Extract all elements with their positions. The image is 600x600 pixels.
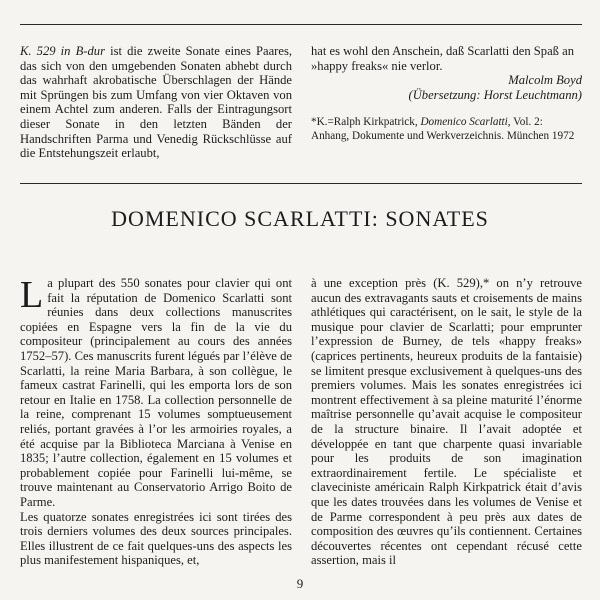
german-left-column [20,44,292,161]
french-right-column [311,276,582,568]
french-right-text: à une exception près (K. 529),* on n’y retrouve aucun des extravagants sauts et croisements de mains athlétiques qui caractérisent, on le sait, le style de la musique pour clavier de Scarlatti; pour emprunter l’expression de Burney, de tels «happy freaks» (caprices pertinents, heureux produits de la fantaisie) se limitent presque exclusivement à quelques-uns des premiers volumes. Mais les sonates enregistrées ici montrent effectivement à sa pleine maturité l’énorme maîtrise personnelle qu’avait acquise le compositeur de la structure binaire. Il l’avait adoptée et développée en tant que charpente quasi invariable pour les produits de son imagination extraordinairement fertile. Le spécialiste et claveciniste américain Ralph Kirkpatrick était d’avis que les dates trouvées dans les volumes de Venise et de Parme correspondent à peu près aux dates de composition des œuvres qu’ils contiennent. Certaines découvertes récentes ont cependant récusé cette assertion, mais il [311,276,582,568]
top-rule [20,24,582,25]
translator-credit: (Übersetzung: Horst Leuchtmann) [408,87,582,102]
german-paragraph [20,44,292,161]
german-left-text: ist die zweite Sonate eines Paares, das sich von den umgebenden Sonaten abhebt durch das wahrhaft akrobatische Überschlagen der Hände mit Sprüngen bis zum Umfang von vier Oktaven von einem Achtel zum anderen. Falls der Eintragungsort dieser Sonate in den letzten Bänden der Handschriften Parma und Venedig Rückschlüsse auf die Entstehungszeit erlaubt, [20,44,292,161]
author-name: Malcolm Boyd [508,73,582,88]
german-right-text: hat es wohl den Anschein, daß Scarlatti den Spaß an »happy freaks« nie verlor. [311,44,575,73]
work-title: K. 529 in B-dur [20,44,105,58]
section-rule [20,183,582,184]
section-title: DOMENICO SCARLATTI: SONATES [111,206,489,231]
german-right-column [311,44,582,144]
french-paragraph-2: Les quatorze sonates enregistrées ici sont tirées des trois derniers volumes des deux sources principales. Elles illustrent de ce fait quelques-uns des aspects les plus manifestement hispaniques, et, [20,509,292,568]
footnote: *K.=Ralph Kirkpatrick, Domenico Scarlatti, Vol. 2: Anhang, Dokumente und Werkverzeichnis. München 1972 [311,116,575,142]
page-number: 9 [296,576,304,591]
drop-cap: L [20,274,44,316]
french-paragraph-1: La plupart des 550 sonates pour clavier qui ont fait la réputation de Domenico Scarlatti sont réunies dans deux collections manuscrites copiées en Espagne vers la fin de la vie du compositeur (principalement au cours des années 1752–57). Ces manuscrits furent légués par l’élève de Scarlatti, la reine Maria Barbara, à son collègue, le fameux castrat Farinelli, qui les emporta lors de son retour en Italie en 1758. La collection personnelle de la reine, comprenant 15 volumes somptueusement reliés, portant gravées à l’or les armoiries royales, a été acquise par la Biblioteca Marciana à Venise en 1835; l’autre collection, également en 15 volumes et probablement copiée pour Farinelli lui-même, se trouve maintenant au Conservatorio Arrigo Boito de Parme. [20,274,292,509]
french-left-column [20,276,292,568]
